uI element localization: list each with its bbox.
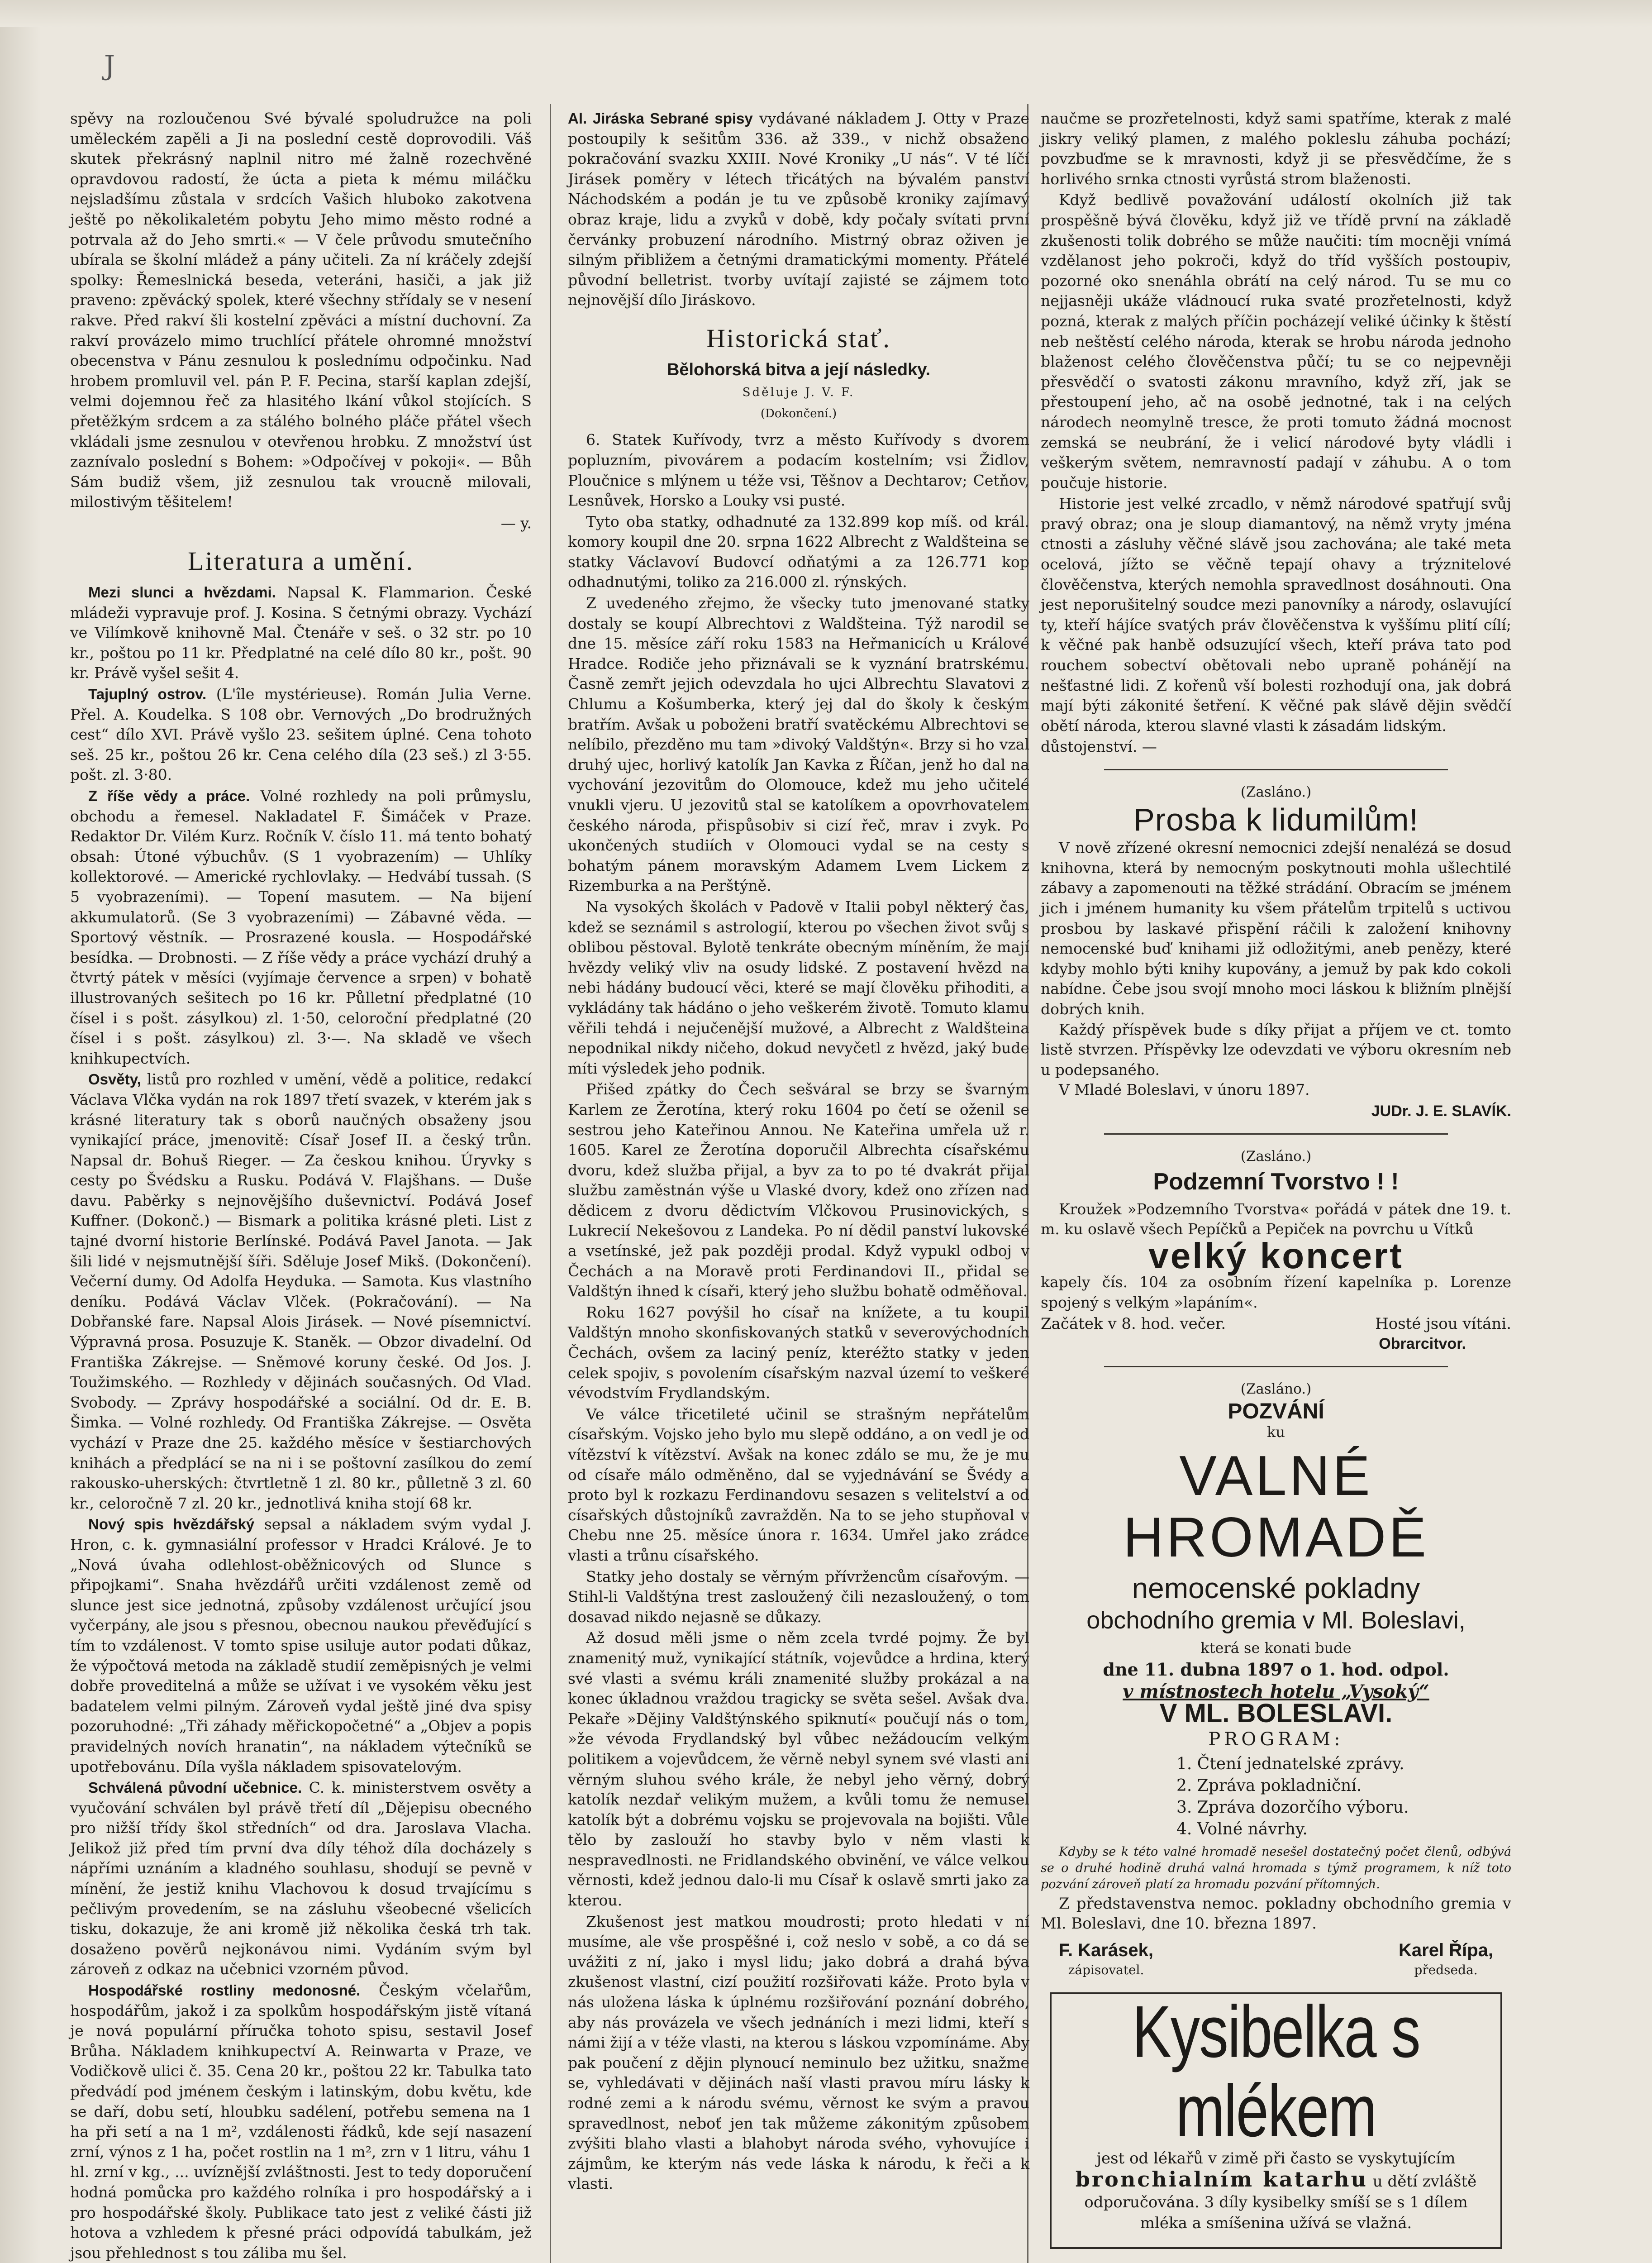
- literature-item-heading: Z říše vědy a práce.: [88, 788, 250, 804]
- history-intro: naučme se prozřetelnosti, když sami spatříme, kterak z malé jiskry veliký plamen, z malého pokleslu záhuba pochází; povzbuďme se k mravnosti, když ji se přesvědčíme, že s horlivého srnka ctnosti vyrůstá strom blaženosti.: [1041, 110, 1511, 188]
- article-paragraph: Statky jeho dostaly se věrným přívržencům císařovým. — Stihl-li Valdštýna trest zasloužený čili nezasloužený, o tom dosavad nikdo nejasně se důkazy.: [568, 1567, 1029, 1626]
- ad-zaslano: (Zasláno.): [1240, 1380, 1312, 1397]
- literature-item: [70, 786, 532, 1069]
- ad-separator: [1104, 1133, 1448, 1135]
- ad-prosba-paragraph: Každý příspěvek bude s díky přijat a příjem ve ct. tomto listě stvrzen. Příspěvky lze odevzdati ve výboru okresním neb u podepsaného.: [1041, 1020, 1511, 1079]
- ad-vh-sign-left: [1059, 1940, 1153, 1981]
- signer-name: Karel Řípa,: [1399, 1940, 1493, 1960]
- article-byline: Sděluje J. V. F.: [742, 386, 855, 400]
- ad-zaslano: (Zasláno.): [1240, 1148, 1312, 1165]
- ad-tvorstvo-signature: Obrarcitvor.: [1379, 1335, 1466, 1353]
- ad-separator: [1104, 769, 1448, 770]
- article-paragraph: Z uvedeného zřejmo, že všecky tuto jmenované statky dostaly se koupí Albrechtovi z Waldšteina. Týž narodil se dne 15. měsíce září roku 1583 na Heřmanicích u Králové Hradce. Rodiče jeho přiznávali se k vyznání bratrskému. Časně zemřt jejich odevzdala ho ujci Albrechtu Slavatovi z Chlumu a Košumberka, který jej dal do školy k českým bratřím. Avšak u poboženi bratří svatěckému Albrechtovi se nelíbilo, přezděno mu tam »divoký Valdštýn«. Brzy si ho vzal druhý ujec, horlivý katolík Jan Kavka z Říčan, jenž ho dal na vychování jezovitům do Olomouce, kdež mu jeho učitelé vnukli vjeru. U jezovitů stal se katolíkem a opovrhovatelem českého národa, přispůsobiv si cizí řeč, mrav i zvyk. Po ukončených studiích v Olomouci vydal se na cesty s bohatým pánem moravským Adamem Lvem Lickem z Rizemburka a na Perštýně.: [568, 594, 1029, 895]
- literature-item-text: C. k. ministerstvem osvěty a vyučování schválen byl právě třetí díl „Dějepisu obecného pro nižší třídy škol středních“ od dra. Jaroslava Vlacha. Jelikož již před tím první dva díly téhož díla docházely s nápřími uznáním a kladného souhlasu, shodují se pevně v mínění, že jestiž knihu Vlachovou k dosud trvajícímu s pečlivým provedením, se na zásluhu všeobecné všelicích tisku, dokazuje, že ani kromě již několika česká trh tak. dosaženo pověrů nejkonávou nimi. Vydáním svým byl zároveň z odkaz na učebnici vzorném původ.: [70, 1779, 532, 1978]
- article-paragraph: Ve válce třicetileté učinil se strašným nepřátelům císařským. Vojsko jeho bylo mu slepě oddáno, a on vedl je od vítězství k vítězství. Avšak na konec zdálo se mu, že je mu od císaře málo odměněno, dal se vyjednávání se Švédy a proto byl k rozkazu Ferdinandovu sesazen s velitelství a od císařských důstojníků zavražděn. Na to se jeho stupňoval v Chebu nne 25. měsíce února r. 1634. Umřel jako zrádce vlasti a trůnu císařského.: [568, 1405, 1029, 1564]
- literature-item-heading: Osvěty,: [88, 1071, 141, 1088]
- ad-vh-title: VALNÉ HROMADĚ: [1123, 1444, 1429, 1569]
- ad-vh-pozvani: POZVÁNÍ: [1228, 1399, 1324, 1424]
- ad-prosba-place-date: V Mladé Boleslavi, v únoru 1897.: [1059, 1081, 1310, 1099]
- column-left: [70, 109, 532, 2263]
- program-item: 3. Zpráva dozorčího výboru.: [1176, 1798, 1409, 1817]
- jirasek-text: vydávané nákladem J. Otty v Praze postoupily k sešitům 336. až 339., v nichž obsaženo pokračování svazku XXIII. Nové Kroniky „U nás“. V té líčí Jirásek poměry v létech třicátých na bývalém panství Náchodském a podán je tu ve způsobě kroniky zajímavý obraz kraje, lidu a zvyků v době, kdy počaly svítati první červánky probuzení národního. Mistrný obraz oživen je silným přibližem a četnými dramatickými momenty. Přátelé původní belletrist. tvorby uvítají zajisté se zájmem toto nejnovější dílo Jiráskovo.: [568, 110, 1029, 309]
- signer-title: předseda.: [1414, 1962, 1478, 1978]
- article-paragraph: Tyto oba statky, odhadnuté za 132.899 kop míš. od král. komory koupil dne 20. srpna 1622 Albrecht z Waldšteina se statky Václavoví Budovcí odňatými a za 126.771 kop odhadnutými, toliko za 216.000 zl. rýnských.: [568, 512, 1029, 591]
- literature-item: [70, 1778, 532, 1980]
- jirasek-heading: Al. Jiráska Sebrané spisy: [568, 110, 753, 127]
- program-item: 2. Zpráva pokladniční.: [1176, 1776, 1362, 1795]
- ad-tvorstvo-title: Podzemní Tvorstvo ! !: [1153, 1169, 1399, 1195]
- literature-item-text: Českým včelařům, hospodářům, jakož i za spolkům hospodářským jistě vítaná je nová populární příručka tohoto spisu, sestavil Josef Brůha. Nákladem knihkupectví A. Reinwarta v Praze, ve Vodičkově ulici č. 35. Cena 20 kr., poštou 22 kr. Tabulka tato předvádí pod jménem českým i latinským, dobu květu, kde se daří, dobu setí, hloubku sadélení, potřebu semena na 1 ha při setí a na 1 m², vzdálenosti řádků, kde sejí nasazení zrní, výnos z 1 ha, počet rostlin na 1 m², zrn v 1 litru, váhu 1 hl. zrní v kg., ... uvíznější zvláštnosti. Jest to tedy doporučení hodná pomůcka pro každého rolníka i pro hospodářský a i pro hospodářské školy. Publikace tato jest z veliké části již hotova a vzhledem k přesné práci odpovídá tabulkám, jež jsou přehlednost s tou záliba mu šel.: [70, 1981, 532, 2262]
- literature-item-text: (L'île mystérieuse). Román Julia Verne. Přel. A. Koudelka. S 108 obr. Vernových „Do brodružných cest“ dílo XVI. Právě vyšlo 23. sešitem úplné. Cena tohoto seš. 25 kr., poštou 26 kr. Cena celého díla (23 seš.) zl 3·55. pošt. zl. 3·80.: [70, 685, 532, 784]
- ad-vh-subtitle: nemocenské pokladny: [1132, 1571, 1420, 1604]
- literature-item: [70, 582, 532, 683]
- ad-vh-ku: ku: [1267, 1423, 1285, 1441]
- corner-mark: J: [104, 50, 115, 81]
- scan-shadow-top: [0, 0, 1652, 27]
- ad-vh-city: V ML. BOLESLAVI.: [1159, 1699, 1393, 1728]
- ad-tvorstvo-concert: velký koncert: [1148, 1235, 1404, 1276]
- ad-vh-sign-right: [1399, 1940, 1493, 1981]
- program-item: 4. Volné návrhy.: [1176, 1819, 1308, 1838]
- article-paragraph: Roku 1627 povýšil ho císař na knížete, a tu koupil Valdštýn mnoho skonfiskovaných statků v severovýchodních Čechách, ovšem za laciný peníz, kteréžto statky v jeden celek spojiv, s povolením císařským nazval území to veškeré vévodstvím Frydlandským.: [568, 1303, 1029, 1402]
- history-closing: důstojenství. —: [1041, 738, 1157, 756]
- literature-item-text: sepsal a nákladem svým vydal J. Hron, c. k. gymnasiální professor v Hradci Králové. Je to „Nová úvaha odlehlost-oběžnicových od Slunce s připojkami“. Snaha hvězdářů určiti vzdálenost země od slunce jest sice jednotná, způsoby vzdálenost určující jsou vyčerpány, ale jsou s přesnou, obecnou naukou převěďující s tím to vzdálenost. V tomto spise usiluje autor podati důkaz, že výpočtová metoda na základě studií zeměpisných je velmi dobře proveditelná a může se užívat i ve vysokém věku jest badatelem velmi pilným. Zároveň vydal ještě jiné dva spisy pozoruhodné: „Tři záhady měřickopočetné“ a „Objev a popis pravidelných novích hranatin“, na nákladem výtečníků se upotřebovánu. Díla vyšla nákladem spisovatelovým.: [70, 1515, 532, 1776]
- literature-item: [70, 1069, 532, 1513]
- ad-tvorstvo-start: Začátek v 8. hod. večer.: [1041, 1314, 1226, 1333]
- ad-zaslano: (Zasláno.): [1240, 784, 1312, 800]
- ad-tvorstvo-footer: [1041, 1314, 1511, 1334]
- article-paragraph: 6. Statek Kuřívody, tvrz a město Kuřívody s dvorem popluzním, pivovárem a podacím kostelním; vsi Židlov, Ploučnice s mlýnem u téže vsi, Těšnov a Dechtarov; Cetňov, Lesnůvek, Horsko a Louky vsi pusté.: [568, 431, 1029, 510]
- ad-vh-signatures: [1041, 1940, 1511, 1981]
- program-item: 1. Čtení jednatelské zprávy.: [1176, 1754, 1404, 1773]
- ad-kysibelka-line1: jest od lékařů v zimě při často se vyskytujícím: [1096, 2149, 1456, 2168]
- ad-vh-date: dne 11. dubna 1897 o 1. hod. odpol.: [1103, 1659, 1449, 1680]
- literature-item-heading: Tajuplný ostrov.: [88, 686, 207, 703]
- scan-shadow-left: [0, 0, 41, 2263]
- history-paragraph: Historie jest velké zrcadlo, v němž národové spatřují svůj pravý obraz; ona je sloup diamantový, na němž vryty jména ctnosti a zásluhy věčné slávě jsou zachována; ale také meta ocelová, jížto se věčně tepají ohavy a trýznitelové člověčenstva, kterých nemohla spravedlnost dosáhnouti. Ona jest neporušitelný soudce mezi panovníky a národy, oslavující ty, kteří hájíce svatých práv člověčenstva k vyššímu plití cílí; k věčné pak hanbě odsuzující všech, kteří práva tato pod rouchem sobectví obětovali nebo upraně pohánějí na nešťastné lidi. Z kořenů vší bolesti rozhodují ona, jak dobrá mají býti zákonité šetření. K věčné pak slávě dějin svědčí obětí národa, kterou slavné vlasti k zásadám lidským.: [1041, 495, 1511, 735]
- literature-item-text: listů pro rozhled v umění, vědě a politice, redakcí Václava Vlčka vydán na rok 1897 třetí svazek, v kterém jak s krásné literatury tak s oborů naučných obsaženy jsou vynikající práce, jmenovitě: Císař Josef II. a český trůn. Napsal dr. Bohuš Rieger. — Za českou knihou. Úryvky s cesty po Švédsku a Rusku. Podává V. Flajšhans. — Duše davu. Paběrky s nejnovějšího duševnictví. Podává Josef Kuffner. (Dokonč.) — Bismark a politika krásné pleti. List z tajné dvorní historie Berlínské. Podává Pavel Janota. — Jak šili lidé v nejsmutnější šíři. Sděluje Josef Mikš. (Dokončení). Večerní dumy. Od Adolfa Heyduka. — Samota. Kus vlastního deníku. Podává Václav Vlček. (Pokračování). — Na Dobřanské fare. Napsal Alois Jirásek. — Nové písemnictví. Výpravná prosa. Posuzuje K. Staněk. — Obzor divadelní. Od Františka Zákrejse. — Sněmové koruny české. Od Jos. J. Toužimského. — Rozhledy v dějinách současných. Od Vlad. Svobody. — Zprávy hospodářské a sociální. Od dr. E. B. Šimka. — Volné rozhledy. Od Františka Zákrejse. — Osvěta vychází v Praze dne 25. každého měsíce v šestiarchových knihách a předplácí se na ni i se poštovní zasílkou do zemí rakousko-uherských: čtvrtletně 1 zl. 80 kr., půlletně 3 zl. 60 kr., celoročně 7 zl. 20 kr., jednotlivá kniha stojí 68 kr.: [70, 1070, 532, 1512]
- ad-vh-place: v místnostech hotelu „Vysoký“: [1123, 1681, 1429, 1702]
- ad-kysibelka: [1050, 1992, 1502, 2249]
- literature-item-text: Napsal K. Flammarion. České mládeži vypravuje prof. J. Kosina. S četnými obrazy. Vychází ve Vilímkově knihovně Mal. Čtenáře v seš. o 32 str. po 10 kr., poštou po 11 kr. Předplatné na celé dílo 80 kr., pošt. 90 kr. Právě vyšel sešit 4.: [70, 583, 532, 682]
- literature-item-heading: Hospodářské rostliny medonosné.: [88, 1982, 361, 1999]
- ad-vh-ktera: která se konati bude: [1200, 1639, 1352, 1657]
- jirasek-notice: [568, 109, 1029, 310]
- article-body: [568, 430, 1029, 1910]
- history-continued: [1041, 190, 1511, 736]
- column-right: [1041, 109, 1511, 2249]
- literature-list: [70, 582, 532, 2263]
- ad-valna-hromada: [1041, 1379, 1511, 1981]
- ad-separator: [1104, 1366, 1448, 1367]
- article-paragraph: Na vysokých školách v Padově v Italii pobyl některý čas, kdež se seznámil s astrologií, kterou po všechen život svůj s oblibou pěstoval. Bylotě tenkráte obecným míněním, že mají hvězdy veliký vliv na osudy lidské. Z postavení hvězd na nebi hádány budoucí věci, které se mají člověku přihoditi, a vykládány tak hádáno o jeho veškerém životě. Tomuto klamu věřili tehdá i nejučenější mužové, a Albrecht z Waldšteina nepodnikal nikdy ničeho, dokud nevyčetl z hvězd, jaký bude míti výsledek jeho podnik.: [568, 898, 1029, 1077]
- literature-item-heading: Schválená původní učebnice.: [88, 1779, 302, 1796]
- signer-name: F. Karásek,: [1059, 1940, 1154, 1960]
- obituary-signature: — y.: [500, 514, 532, 532]
- ad-kysibelka-emphasis: bronchialním katarhu: [1075, 2167, 1368, 2191]
- article-continuation: (Dokončení.): [760, 406, 837, 420]
- ad-vh-footer: Z představenstva nemoc. pokladny obchodního gremia v Ml. Boleslavi, dne 10. března 1897.: [1041, 1894, 1511, 1933]
- ad-kysibelka-body: [1061, 2148, 1491, 2234]
- ad-prosba-paragraph: V nově zřízené okresní nemocnici zdejší nenalézá se dosud knihovna, která by nemocným poskytnouti mohla ušlechtilé zábavy a zapomenouti na těžké strádání. Obracím se jménem jich i jménem humanity ku všem přátelům trpitelů s uctivou prosbou by laskavé přispění ráčili k založení knihovny nemocenské buď knihami již odložitými, aneb penězy, které kdyby mohlo býti knihy kupovány, a jemuž by pak kdo cokoli nabídne. Čebe jsou svojí mnoho moci láskou k bližním plnější dobrých knih.: [1041, 839, 1511, 1018]
- article-title: Bělohorská bitva a její následky.: [667, 360, 931, 379]
- history-paragraph: Když bedlivě považování událostí okolních již tak prospěšně bývá člověku, když již ve třídě první na základě zkušenosti tolik dobrého se může naučiti: tím mocněji vnímá vzdělanost jeho pokroči, když do tříd vyšších postoupiv, pozorné oko snenáhla obrátí na celý národ. Tu se mu co nejjasněji ukáže vládnoucí ruka svaté prozřetelnosti, když pozná, kterak z malých příčin pocházejí veliké účinky k štěstí neb neštěstí celého národa, kterak se hrobu národa jednoho blaženost celého člověčenstva půčí; tu se co nejpevněji přesvědčí o svatosti zákonu mravního, když zří, jak se přestoupení jeho, ač na osobě jednotné, tak i na celých národech neomylně tresce, že proti tomuto žádná mocnost zemská se neubrání, že i velicí národové byty vládli i veškerým světem, nemravností padají v záhubu. A o tom poučuje historie.: [1041, 191, 1511, 492]
- ad-kysibelka-line2: u dětí zvláště odporučována. 3 díly kysibelky smíší se s 1 dílem mléka a smíšenina užívá se vlažná.: [1084, 2172, 1477, 2232]
- literature-item: [70, 1981, 532, 2263]
- article-paragraph: Přišed zpátky do Čech sešváral se brzy se švarným Karlem ze Žerotína, který roku 1604 po četí se oženil se sestrou jeho Kateřinou Annou. Ne Kateřina umřela už r. 1605. Karel ze Žerotína doporučil Albrechta císařskému dvoru, kdež služba přijal, a byv za to po té dvakrát přijal službu zaměstnán výše u Vlaské dvory, kdež ono zřízen nad dědicem z dvoru dědictvím Vlčkovou Prusinovických, s Lukrecií Nekešovou z Landeka. Po ní dědil panství lukovské a vsetínské, jež pak později prodal. Když vypukl odboj v Čechách a na Moravě proti Ferdinandovi II., přidal se Valdštýn ihned k císaři, který jeho službu bohatě odměňoval.: [568, 1080, 1029, 1300]
- column-middle: [568, 109, 1029, 2195]
- ad-vh-program-title: PROGRAM:: [1208, 1729, 1344, 1750]
- ad-prosba-body: [1041, 838, 1511, 1080]
- literature-item-heading: Mezi slunci a hvězdami.: [88, 584, 276, 601]
- ad-vh-note: Kdyby se k této valné hromadě nesešel dostatečný počet členů, odbývá se o druhé hodině druhá valná hromada s týmž programem, k níž toto pozvání zároveň platí za hromadu pozvání přítomných.: [1041, 1844, 1511, 1891]
- ad-tvorstvo: [1041, 1146, 1511, 1354]
- literature-item-heading: Nový spis hvězdářský: [88, 1516, 255, 1533]
- ad-vh-gremium: obchodního gremia v Ml. Boleslavi,: [1086, 1606, 1466, 1634]
- obituary-text: spěvy na rozloučenou Své bývalé spoludružce na poli uměleckém zapěli a Ji na poslední cestě doprovodili. Váš skutek překrásný naplnil nitro mé žalně rozechvěné opravdovou radostí, že úcta a pieta k mému miláčku nejsladšímu zůstala v srdcích Vašich hluboko zakotvena ještě po několikaletém pobytu Jeho mimo město rodné a potrvala až do Jeho smrti.« — V čele průvodu smutečního ubírala se školní mládež a pány učiteli. Za ní kráčely zdejší spolky: Řemeslnická beseda, veteráni, hasiči, a jak již praveno: zpěvácký spolek, které všechny střídaly se v nesení rakve. Před rakví šli kostelní zpěváci a místní duchovní. Za rakví provázelo mimo truchlící přátele ohromné množství obecenstva v Pánu zesnulou k poslednímu odpočinku. Nad hrobem promluvil vel. pán P. F. Pecina, starší kaplan zdejší, velmi dojemnou řeč za hlasitého lkání vůkol stojících. S přetěžkým srdcem a za stálého bolného pláče přátel všech vkládali jsme zesnulou v otevřenou hrobku. Z množství úst zaznívalo poslední s Bohem: »Odpočívej v pokoji«. — Bůh Sám budiž všem, již zesnulou tak vroucně milovali, milostivým těšitelem!: [70, 110, 532, 511]
- ad-tvorstvo-details: kapely čís. 104 za osobním řízení kapelníka p. Lorenze spojený s velkým »lapáním«.: [1041, 1273, 1511, 1312]
- ad-tvorstvo-body: Kroužek »Podzemního Tvorstva« pořádá v pátek dne 19. t. m. ku oslavě všech Pepíčků a Pepiček na povrchu u Vítků: [1041, 1200, 1511, 1238]
- article-paragraph: Až dosud měli jsme o něm zcela tvrdé pojmy. Že byl znamenitý muž, vynikající státník, vojevůdce a hrdina, který své vlasti a svému králi znamenité služby prokázal a na konec úkladnou vraždou tragicky se světa sešel. Avšak dva. Pekaře »Dějiny Valdštýnského spiknutí« poučují nás o tom, »že vévoda Frydlandský byl vůbec nežádoucím velkým politikem a vojevůdcem, že věrně nebyl synem své vlasti ani věrným sluhou svého krále, že nebyl jeho věrný, dobrý katolík nezdař velikým mužem, a kvůli tomu že nemusel katolík být a dobrému vojsku se projevovala na bojišti. Vůle tělo by zaslouží ho stavby bylo v něm vlasti k nespravedlnosti. ne Fridlandského obvinění, ve válce velkou věrnosti, kdež jednou dalo-li mu Císař k oslavě smrti jako za kterou.: [568, 1629, 1029, 1910]
- ad-prosba: [1041, 782, 1511, 1122]
- signer-title: zápisovatel.: [1068, 1962, 1144, 1978]
- ad-prosba-signature: JUDr. J. E. SLAVÍK.: [1371, 1102, 1511, 1120]
- ad-vh-program-list: [1176, 1753, 1511, 1840]
- column-rule-1: [550, 104, 551, 2263]
- section-title-history: Historická stať.: [706, 323, 891, 353]
- literature-item-text: Volné rozhledy na poli průmyslu, obchodu a řemesel. Nakladatel F. Šimáček v Praze. Redaktor Dr. Vilém Kurz. Ročník V. číslo 11. má tento bohatý obsah: Útoné výbuchův. (S 1 vyobrazením) — Uhlíky kollektorové. — Americké rychlovlaky. — Hedvábí tussah. (S 5 vyobrazeními). — Topení masutem. — Na bijení akkumulatorů. (Se 3 vyobrazeními) — Zábavné věda. — Sportový věstník. — Prosrazené kousla. — Hospodářské besídka. — Drobnosti. — Z říše vědy a práce vychází druhý a čtvrtý pátek v měsíci (vyjímaje července a srpen) v bohatě illustrovaných sešitech po 16 kr. Půlletní předplatné (10 čísel i s pošt. zásylkou) zl. 1·50, celoroční předplatné (20 čísel i s pošt. zásylkou) zl. 3·—. Na skladě ve všech knihkupectvích.: [70, 787, 532, 1067]
- literature-item: [70, 1514, 532, 1777]
- ad-kysibelka-title: Kysibelka s mlékem: [1132, 1990, 1420, 2152]
- ad-tvorstvo-guests: Hosté jsou vítáni.: [1375, 1314, 1511, 1333]
- ad-prosba-title: Prosba k lidumilům!: [1133, 802, 1419, 837]
- literature-item: [70, 684, 532, 785]
- section-title-literature: Literatura a umění.: [188, 546, 414, 576]
- wisdom-paragraph: Zkušenost jest matkou moudrosti; proto hledati v ní musíme, ale vše prospěšné i, což neslo v sobě, a co dá se uvážiti z ní, jako i mysl lidu; jako dobrá a drahá býva zkušenost vlastní, cizí použití rozšiřovati káže. Proto byla v nás uložena láska k úplnému rozšiřování poznání dobrého, aby nás provázela ve všech jednáních i mezi lidmi, kteří s námi žijí a v téže vlasti, na kterou s láskou vzpomínáme. Aby pak poučení z dějin plynoucí neminulo bez užitku, snažme se, vyhledávati v dějinách naší vlasti pravou míru lásky k rodné zemi a k národu svému, věrnost ke svým a pravou spravedlnost, neboť jen tak můžeme zákonitým způsobem zvýšiti blaho vlasti a blahobyt národa svého, vyhovujíce i zájmům, ke kterým nás vede láska k národu, k řeči a k vlasti.: [568, 1912, 1029, 2193]
